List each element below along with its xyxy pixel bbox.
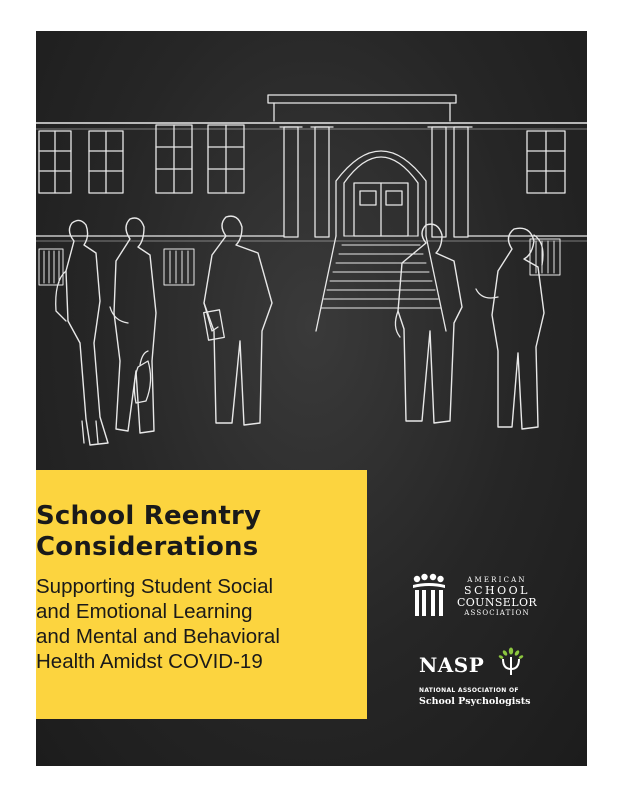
nasp-line-national: NATIONAL ASSOCIATION OF xyxy=(419,687,519,694)
asca-line-american: AMERICAN xyxy=(467,576,527,584)
report-cover xyxy=(36,31,587,766)
page-subtitle: Supporting Student Social and Emotional Learning and Mental and Behavioral Health Amidst COVID-19 xyxy=(36,575,280,673)
nasp-wordmark: NASP xyxy=(419,653,485,677)
asca-line-counselor: COUNSELOR xyxy=(456,596,538,609)
asca-wordmark xyxy=(451,576,543,618)
nasp-psi-leaf-icon xyxy=(497,647,525,677)
asca-line-school: SCHOOL xyxy=(464,584,530,597)
title-panel xyxy=(36,470,367,719)
nasp-line-school-psychologists: School Psychologists xyxy=(419,696,531,707)
nasp-logo xyxy=(419,653,559,713)
page-title: School Reentry Considerations xyxy=(36,501,262,562)
chalk-school-illustration-icon xyxy=(36,31,587,501)
asca-logo xyxy=(411,573,561,623)
asca-line-association: ASSOCIATION xyxy=(464,609,530,617)
asca-figures-icon xyxy=(411,573,447,619)
